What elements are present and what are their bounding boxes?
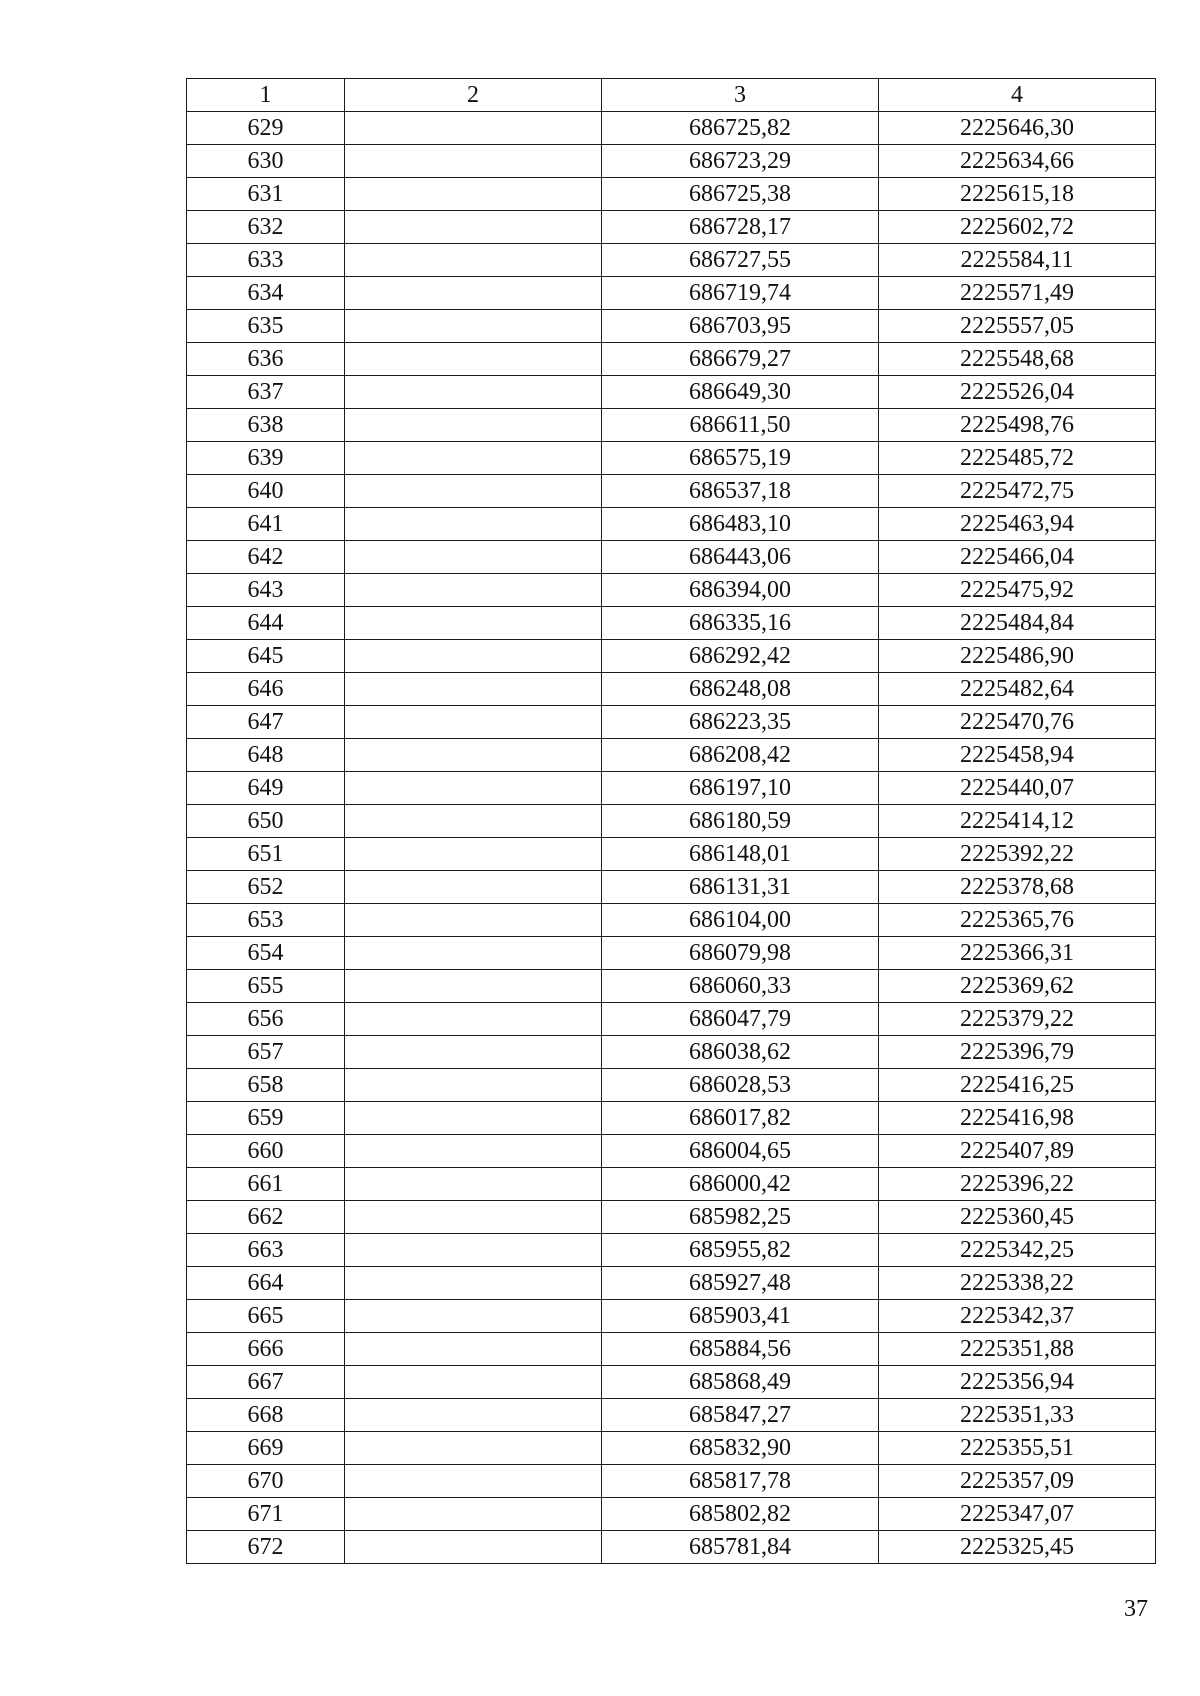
cell-col-2: [345, 1036, 602, 1069]
cell-point-number: 667: [187, 1366, 345, 1399]
cell-y-coordinate: 2225396,79: [879, 1036, 1156, 1069]
cell-point-number: 661: [187, 1168, 345, 1201]
cell-col-2: [345, 706, 602, 739]
cell-col-2: [345, 343, 602, 376]
cell-x-coordinate: 686725,38: [602, 178, 879, 211]
table-row: [187, 871, 1156, 904]
cell-point-number: 670: [187, 1465, 345, 1498]
cell-x-coordinate: 686723,29: [602, 145, 879, 178]
cell-y-coordinate: 2225342,25: [879, 1234, 1156, 1267]
cell-y-coordinate: 2225458,94: [879, 739, 1156, 772]
cell-col-2: [345, 607, 602, 640]
cell-point-number: 659: [187, 1102, 345, 1135]
cell-x-coordinate: 686208,42: [602, 739, 879, 772]
cell-point-number: 644: [187, 607, 345, 640]
cell-col-2: [345, 574, 602, 607]
table-row: [187, 1465, 1156, 1498]
cell-col-2: [345, 1531, 602, 1564]
cell-y-coordinate: 2225470,76: [879, 706, 1156, 739]
cell-col-2: [345, 376, 602, 409]
cell-col-2: [345, 145, 602, 178]
table-row: [187, 1234, 1156, 1267]
table-row: [187, 1168, 1156, 1201]
cell-x-coordinate: 686443,06: [602, 541, 879, 574]
cell-col-2: [345, 904, 602, 937]
cell-col-2: [345, 409, 602, 442]
cell-y-coordinate: 2225355,51: [879, 1432, 1156, 1465]
cell-x-coordinate: 685802,82: [602, 1498, 879, 1531]
cell-y-coordinate: 2225548,68: [879, 343, 1156, 376]
header-col-3: 3: [602, 79, 879, 112]
cell-point-number: 664: [187, 1267, 345, 1300]
table-row: [187, 1036, 1156, 1069]
cell-x-coordinate: 685817,78: [602, 1465, 879, 1498]
cell-x-coordinate: 686028,53: [602, 1069, 879, 1102]
page-number: 37: [1124, 1596, 1148, 1622]
cell-x-coordinate: 685847,27: [602, 1399, 879, 1432]
cell-y-coordinate: 2225440,07: [879, 772, 1156, 805]
table-row: [187, 805, 1156, 838]
cell-x-coordinate: 685868,49: [602, 1366, 879, 1399]
cell-point-number: 656: [187, 1003, 345, 1036]
cell-col-2: [345, 1003, 602, 1036]
cell-x-coordinate: 686679,27: [602, 343, 879, 376]
cell-x-coordinate: 686197,10: [602, 772, 879, 805]
cell-y-coordinate: 2225475,92: [879, 574, 1156, 607]
cell-x-coordinate: 686017,82: [602, 1102, 879, 1135]
cell-point-number: 671: [187, 1498, 345, 1531]
coordinates-table: [186, 78, 1156, 1564]
cell-point-number: 639: [187, 442, 345, 475]
cell-point-number: 645: [187, 640, 345, 673]
table-row: [187, 772, 1156, 805]
cell-y-coordinate: 2225378,68: [879, 871, 1156, 904]
cell-point-number: 632: [187, 211, 345, 244]
cell-x-coordinate: 685884,56: [602, 1333, 879, 1366]
cell-point-number: 672: [187, 1531, 345, 1564]
cell-y-coordinate: 2225396,22: [879, 1168, 1156, 1201]
cell-col-2: [345, 1432, 602, 1465]
cell-x-coordinate: 685903,41: [602, 1300, 879, 1333]
cell-x-coordinate: 686727,55: [602, 244, 879, 277]
cell-y-coordinate: 2225584,11: [879, 244, 1156, 277]
cell-x-coordinate: 686004,65: [602, 1135, 879, 1168]
cell-point-number: 649: [187, 772, 345, 805]
cell-point-number: 643: [187, 574, 345, 607]
cell-point-number: 658: [187, 1069, 345, 1102]
cell-x-coordinate: 686335,16: [602, 607, 879, 640]
table-row: [187, 211, 1156, 244]
cell-x-coordinate: 686728,17: [602, 211, 879, 244]
cell-x-coordinate: 686104,00: [602, 904, 879, 937]
cell-y-coordinate: 2225351,33: [879, 1399, 1156, 1432]
cell-y-coordinate: 2225646,30: [879, 112, 1156, 145]
table-row: [187, 937, 1156, 970]
cell-x-coordinate: 686248,08: [602, 673, 879, 706]
cell-y-coordinate: 2225365,76: [879, 904, 1156, 937]
table-row: [187, 1498, 1156, 1531]
cell-col-2: [345, 1201, 602, 1234]
cell-point-number: 655: [187, 970, 345, 1003]
cell-point-number: 650: [187, 805, 345, 838]
cell-y-coordinate: 2225466,04: [879, 541, 1156, 574]
cell-x-coordinate: 686223,35: [602, 706, 879, 739]
table-row: [187, 574, 1156, 607]
cell-x-coordinate: 686725,82: [602, 112, 879, 145]
cell-col-2: [345, 640, 602, 673]
cell-col-2: [345, 838, 602, 871]
cell-x-coordinate: 686180,59: [602, 805, 879, 838]
cell-x-coordinate: 686394,00: [602, 574, 879, 607]
cell-col-2: [345, 1300, 602, 1333]
cell-x-coordinate: 686292,42: [602, 640, 879, 673]
cell-point-number: 654: [187, 937, 345, 970]
table-row: [187, 343, 1156, 376]
cell-point-number: 646: [187, 673, 345, 706]
table-row: [187, 277, 1156, 310]
cell-point-number: 662: [187, 1201, 345, 1234]
cell-col-2: [345, 508, 602, 541]
cell-y-coordinate: 2225485,72: [879, 442, 1156, 475]
cell-col-2: [345, 1366, 602, 1399]
cell-point-number: 641: [187, 508, 345, 541]
cell-col-2: [345, 277, 602, 310]
cell-col-2: [345, 112, 602, 145]
cell-y-coordinate: 2225602,72: [879, 211, 1156, 244]
cell-point-number: 660: [187, 1135, 345, 1168]
cell-col-2: [345, 1498, 602, 1531]
cell-x-coordinate: 685982,25: [602, 1201, 879, 1234]
cell-y-coordinate: 2225342,37: [879, 1300, 1156, 1333]
cell-col-2: [345, 1267, 602, 1300]
table-row: [187, 1333, 1156, 1366]
cell-col-2: [345, 442, 602, 475]
cell-x-coordinate: 686703,95: [602, 310, 879, 343]
cell-y-coordinate: 2225357,09: [879, 1465, 1156, 1498]
cell-point-number: 651: [187, 838, 345, 871]
cell-y-coordinate: 2225392,22: [879, 838, 1156, 871]
cell-point-number: 629: [187, 112, 345, 145]
table-row: [187, 244, 1156, 277]
cell-y-coordinate: 2225356,94: [879, 1366, 1156, 1399]
cell-col-2: [345, 475, 602, 508]
table-row: [187, 1300, 1156, 1333]
table-row: [187, 970, 1156, 1003]
cell-col-2: [345, 211, 602, 244]
table-row: [187, 1531, 1156, 1564]
cell-col-2: [345, 805, 602, 838]
table-row: [187, 1003, 1156, 1036]
header-col-4: 4: [879, 79, 1156, 112]
cell-point-number: 630: [187, 145, 345, 178]
cell-x-coordinate: 686537,18: [602, 475, 879, 508]
cell-col-2: [345, 1168, 602, 1201]
table-row: [187, 1432, 1156, 1465]
cell-col-2: [345, 772, 602, 805]
cell-col-2: [345, 178, 602, 211]
cell-y-coordinate: 2225414,12: [879, 805, 1156, 838]
cell-point-number: 666: [187, 1333, 345, 1366]
table-row: [187, 508, 1156, 541]
cell-x-coordinate: 686483,10: [602, 508, 879, 541]
cell-y-coordinate: 2225615,18: [879, 178, 1156, 211]
cell-x-coordinate: 685781,84: [602, 1531, 879, 1564]
cell-y-coordinate: 2225416,25: [879, 1069, 1156, 1102]
cell-col-2: [345, 1069, 602, 1102]
cell-point-number: 668: [187, 1399, 345, 1432]
table-row: [187, 640, 1156, 673]
cell-y-coordinate: 2225557,05: [879, 310, 1156, 343]
table-row: [187, 607, 1156, 640]
cell-y-coordinate: 2225484,84: [879, 607, 1156, 640]
cell-point-number: 631: [187, 178, 345, 211]
cell-x-coordinate: 686719,74: [602, 277, 879, 310]
table-row: [187, 739, 1156, 772]
table-row: [187, 442, 1156, 475]
table-row: [187, 1102, 1156, 1135]
cell-point-number: 663: [187, 1234, 345, 1267]
cell-y-coordinate: 2225486,90: [879, 640, 1156, 673]
cell-point-number: 636: [187, 343, 345, 376]
table-row: [187, 1366, 1156, 1399]
cell-x-coordinate: 685927,48: [602, 1267, 879, 1300]
table-row: [187, 673, 1156, 706]
cell-y-coordinate: 2225351,88: [879, 1333, 1156, 1366]
cell-x-coordinate: 686047,79: [602, 1003, 879, 1036]
cell-col-2: [345, 310, 602, 343]
cell-y-coordinate: 2225360,45: [879, 1201, 1156, 1234]
table-row: [187, 376, 1156, 409]
cell-col-2: [345, 871, 602, 904]
cell-col-2: [345, 1135, 602, 1168]
cell-y-coordinate: 2225526,04: [879, 376, 1156, 409]
cell-col-2: [345, 541, 602, 574]
cell-point-number: 633: [187, 244, 345, 277]
table-row: [187, 541, 1156, 574]
table-row: [187, 1399, 1156, 1432]
cell-y-coordinate: 2225416,98: [879, 1102, 1156, 1135]
cell-x-coordinate: 686000,42: [602, 1168, 879, 1201]
cell-x-coordinate: 685832,90: [602, 1432, 879, 1465]
cell-y-coordinate: 2225498,76: [879, 409, 1156, 442]
cell-col-2: [345, 1465, 602, 1498]
table-row: [187, 1267, 1156, 1300]
cell-point-number: 640: [187, 475, 345, 508]
cell-y-coordinate: 2225347,07: [879, 1498, 1156, 1531]
cell-col-2: [345, 1234, 602, 1267]
cell-point-number: 635: [187, 310, 345, 343]
cell-col-2: [345, 1333, 602, 1366]
cell-point-number: 637: [187, 376, 345, 409]
cell-point-number: 647: [187, 706, 345, 739]
header-col-2: 2: [345, 79, 602, 112]
cell-y-coordinate: 2225463,94: [879, 508, 1156, 541]
table-row: [187, 1201, 1156, 1234]
table-row: [187, 409, 1156, 442]
cell-y-coordinate: 2225472,75: [879, 475, 1156, 508]
table-row: [187, 145, 1156, 178]
cell-point-number: 669: [187, 1432, 345, 1465]
cell-point-number: 653: [187, 904, 345, 937]
table-row: [187, 310, 1156, 343]
table-row: [187, 112, 1156, 145]
cell-x-coordinate: 685955,82: [602, 1234, 879, 1267]
cell-y-coordinate: 2225369,62: [879, 970, 1156, 1003]
table-row: [187, 178, 1156, 211]
table-row: [187, 904, 1156, 937]
cell-col-2: [345, 937, 602, 970]
cell-x-coordinate: 686575,19: [602, 442, 879, 475]
cell-point-number: 642: [187, 541, 345, 574]
cell-x-coordinate: 686131,31: [602, 871, 879, 904]
cell-x-coordinate: 686649,30: [602, 376, 879, 409]
cell-y-coordinate: 2225482,64: [879, 673, 1156, 706]
header-col-1: 1: [187, 79, 345, 112]
cell-col-2: [345, 244, 602, 277]
cell-point-number: 657: [187, 1036, 345, 1069]
cell-point-number: 652: [187, 871, 345, 904]
cell-y-coordinate: 2225407,89: [879, 1135, 1156, 1168]
cell-y-coordinate: 2225379,22: [879, 1003, 1156, 1036]
table-row: [187, 838, 1156, 871]
cell-col-2: [345, 739, 602, 772]
cell-col-2: [345, 970, 602, 1003]
cell-x-coordinate: 686060,33: [602, 970, 879, 1003]
cell-point-number: 634: [187, 277, 345, 310]
table-row: [187, 1069, 1156, 1102]
cell-y-coordinate: 2225366,31: [879, 937, 1156, 970]
cell-col-2: [345, 1399, 602, 1432]
cell-y-coordinate: 2225325,45: [879, 1531, 1156, 1564]
cell-x-coordinate: 686079,98: [602, 937, 879, 970]
cell-y-coordinate: 2225634,66: [879, 145, 1156, 178]
cell-y-coordinate: 2225338,22: [879, 1267, 1156, 1300]
table-row: [187, 706, 1156, 739]
cell-point-number: 665: [187, 1300, 345, 1333]
cell-point-number: 648: [187, 739, 345, 772]
cell-col-2: [345, 673, 602, 706]
table-header-row: [187, 79, 1156, 112]
cell-point-number: 638: [187, 409, 345, 442]
cell-y-coordinate: 2225571,49: [879, 277, 1156, 310]
cell-x-coordinate: 686148,01: [602, 838, 879, 871]
cell-col-2: [345, 1102, 602, 1135]
table-row: [187, 475, 1156, 508]
table-body: [187, 112, 1156, 1564]
cell-x-coordinate: 686038,62: [602, 1036, 879, 1069]
cell-x-coordinate: 686611,50: [602, 409, 879, 442]
table-row: [187, 1135, 1156, 1168]
